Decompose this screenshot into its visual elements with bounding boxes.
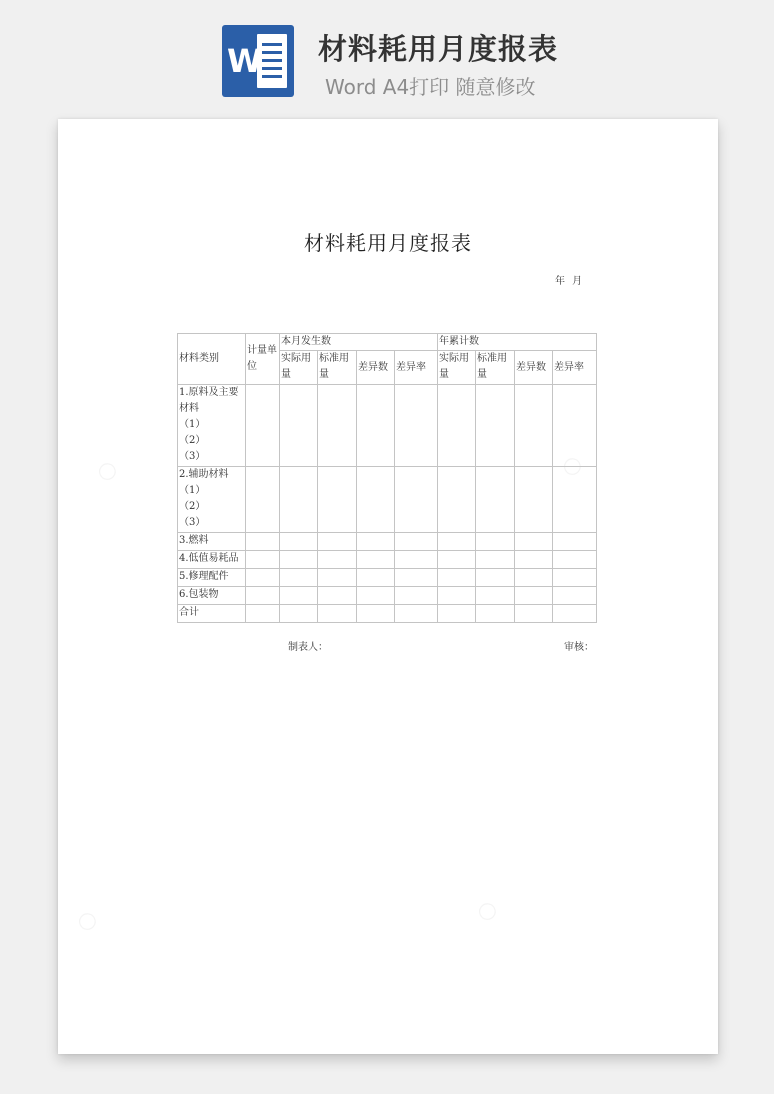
table-cell[interactable] [476, 605, 515, 623]
table-cell[interactable] [357, 533, 395, 551]
table-cell[interactable] [438, 587, 476, 605]
table-cell[interactable] [515, 385, 553, 467]
table-cell[interactable] [553, 533, 597, 551]
table-cell[interactable] [395, 587, 438, 605]
table-cell[interactable] [318, 551, 357, 569]
table-cell[interactable] [318, 533, 357, 551]
table-cell[interactable] [246, 551, 280, 569]
row-category-line: 4.低值易耗品 [179, 553, 239, 564]
word-icon-letter: W [227, 42, 263, 80]
table-cell[interactable] [280, 467, 318, 533]
table-row [178, 587, 597, 605]
table-cell[interactable] [318, 569, 357, 587]
table-cell[interactable] [318, 467, 357, 533]
table-row [178, 467, 597, 533]
table-cell[interactable] [246, 569, 280, 587]
table-cell[interactable] [318, 605, 357, 623]
table-cell[interactable] [515, 551, 553, 569]
reviewer-label: 审核： [564, 642, 594, 653]
row-category-cell [178, 605, 246, 623]
table-cell[interactable] [476, 587, 515, 605]
table-cell[interactable] [318, 587, 357, 605]
row-category-line: （3） [179, 451, 206, 462]
table-cell[interactable] [246, 467, 280, 533]
header-monthly: 本月发生数 [280, 334, 438, 351]
row-category-line: （2） [179, 501, 206, 512]
banner [0, 0, 774, 110]
row-category-cell [178, 551, 246, 569]
preparer-label: 制表人： [288, 642, 328, 653]
row-category-cell [178, 569, 246, 587]
table-cell[interactable] [553, 467, 597, 533]
table-cell[interactable] [246, 533, 280, 551]
table-cell[interactable] [280, 551, 318, 569]
table-cell[interactable] [395, 569, 438, 587]
table-cell[interactable] [553, 605, 597, 623]
table-cell[interactable] [280, 605, 318, 623]
table-cell[interactable] [476, 569, 515, 587]
table-cell[interactable] [357, 467, 395, 533]
table-cell[interactable] [357, 569, 395, 587]
header-monthly-rate: 差异率 [395, 351, 438, 385]
header-yearly-actual: 实际用量 [438, 351, 476, 385]
table-cell[interactable] [395, 533, 438, 551]
table-row [178, 569, 597, 587]
table-cell[interactable] [357, 385, 395, 467]
table-cell[interactable] [515, 467, 553, 533]
table-cell[interactable] [438, 385, 476, 467]
table-cell[interactable] [357, 587, 395, 605]
table-cell[interactable] [476, 467, 515, 533]
row-category-line: （3） [179, 517, 206, 528]
table-cell[interactable] [280, 533, 318, 551]
row-category-line: 6.包装物 [179, 589, 219, 600]
row-category-line: 2.辅助材料 [179, 469, 229, 480]
table-row [178, 533, 597, 551]
document-page [58, 119, 718, 1054]
banner-title: 材料耗用月度报表 [318, 32, 559, 66]
row-category-line: （2） [179, 435, 206, 446]
table-cell[interactable] [280, 569, 318, 587]
banner-subtitle: Word A4打印 随意修改 [325, 75, 536, 99]
row-category-line: 1.原料及主要材料 [179, 387, 239, 414]
row-category-line: 3.燃料 [179, 535, 209, 546]
table-cell[interactable] [357, 605, 395, 623]
row-category-line: 合计 [179, 607, 199, 618]
row-category-line: 5.修理配件 [179, 571, 229, 582]
table-cell[interactable] [515, 587, 553, 605]
table-row [178, 551, 597, 569]
table-cell[interactable] [515, 533, 553, 551]
row-category-cell [178, 587, 246, 605]
date-line: 年 月 [555, 276, 585, 287]
table-cell[interactable] [553, 587, 597, 605]
header-category: 材料类别 [178, 334, 246, 385]
row-category-cell [178, 385, 246, 467]
table-cell[interactable] [438, 467, 476, 533]
header-monthly-diff: 差异数 [357, 351, 395, 385]
table-cell[interactable] [395, 467, 438, 533]
table-cell[interactable] [515, 605, 553, 623]
header-yearly: 年累计数 [438, 334, 597, 351]
header-yearly-rate: 差异率 [553, 351, 597, 385]
header-yearly-diff: 差异数 [515, 351, 553, 385]
table-cell[interactable] [246, 587, 280, 605]
row-category-line: （1） [179, 419, 206, 430]
header-yearly-standard: 标准用量 [476, 351, 515, 385]
table-cell[interactable] [438, 533, 476, 551]
table-cell[interactable] [395, 605, 438, 623]
document-title: 材料耗用月度报表 [304, 231, 472, 255]
table-cell[interactable] [246, 605, 280, 623]
table-cell[interactable] [438, 605, 476, 623]
table-cell[interactable] [438, 551, 476, 569]
table-cell[interactable] [553, 385, 597, 467]
word-icon [222, 25, 294, 97]
table-row [178, 385, 597, 467]
row-category-cell [178, 467, 246, 533]
table-cell[interactable] [357, 551, 395, 569]
table-cell[interactable] [395, 551, 438, 569]
table-cell[interactable] [476, 385, 515, 467]
table-cell[interactable] [318, 385, 357, 467]
row-category-line: （1） [179, 485, 206, 496]
table-cell[interactable] [280, 587, 318, 605]
table-cell[interactable] [280, 385, 318, 467]
table-row [178, 605, 597, 623]
header-monthly-standard: 标准用量 [318, 351, 357, 385]
table-cell[interactable] [246, 385, 280, 467]
header-unit: 计量单位 [246, 334, 280, 385]
table-cell[interactable] [515, 569, 553, 587]
report-table [177, 333, 597, 623]
table-cell[interactable] [553, 569, 597, 587]
row-category-cell [178, 533, 246, 551]
table-cell[interactable] [476, 551, 515, 569]
table-cell[interactable] [553, 551, 597, 569]
table-cell[interactable] [476, 533, 515, 551]
header-monthly-actual: 实际用量 [280, 351, 318, 385]
table-cell[interactable] [395, 385, 438, 467]
table-cell[interactable] [438, 569, 476, 587]
